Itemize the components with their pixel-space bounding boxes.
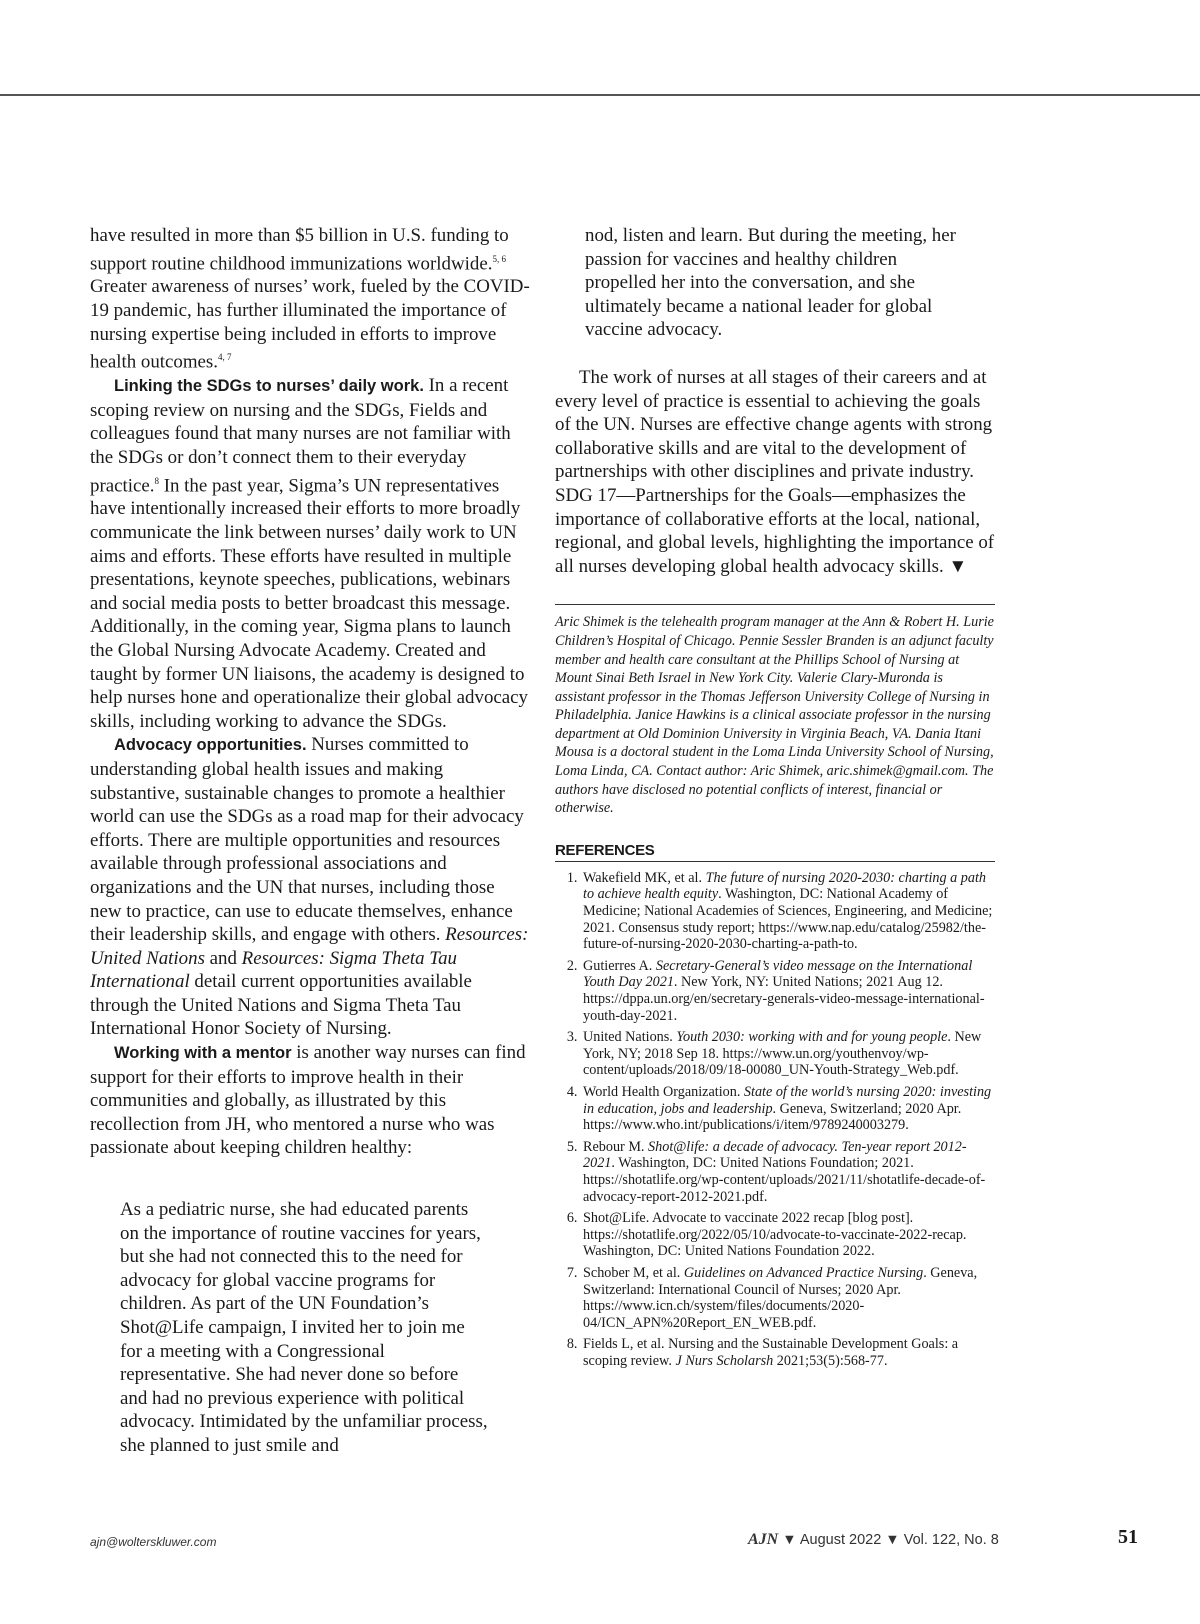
citation-sup: 8 bbox=[154, 475, 159, 486]
block-quote: As a pediatric nurse, she had educated parents on the importance of routine vaccines for years, but she had not connected this to the need for advocacy for global vaccine programs for children. As part of the UN Foundation’s Shot@Life campaign, I invited her to join me for a meeting with a Congressional representative. She had never done so before and had no previous experience with political advocacy. Intimidated by the unfamiliar process, she planned to just smile and bbox=[120, 1199, 488, 1456]
author-bio: Aric Shimek is the telehealth program manager at the Ann & Robert H. Lurie Children’s Hospital of Chicago. Pennie Sessler Branden is an adjunct faculty member and health care consultant at the Phillips School of Nursing at Mount Sinai Beth Israel in New York City. Valerie Clary-Muronda is assistant professor in the Thomas Jefferson University College of Nursing in Philadelphia. Janice Hawkins is a clinical associate professor in the nursing department at Old Dominion University in Virginia Beach, VA. Dania Itani Mousa is a doctoral student in the Loma Linda University School of Nursing, Loma Linda, CA. Contact author: Aric Shimek, aric.shimek@gmail.com. The authors have disclosed no potential conflicts of interest, financial or otherwise. bbox=[555, 614, 994, 817]
reference-item: 5. Rebour M. Shot@life: a decade of advocacy. Ten-year report 2012-2021. Washington, DC: United Nations Foundation; 2021. https://shotatlife.org/wp-content/uploads/2021/11/shotatlife-decade-of-advocacy-report-2012-2021.pdf. bbox=[581, 1139, 995, 1205]
journal-name: AJN bbox=[748, 1531, 779, 1548]
reference-item: 2. Gutierres A. Secretary-General’s video message on the International Youth Day 2021. New York, NY: United Nations; 2021 Aug 12. https://dppa.un.org/en/secretary-generals-video-message-international-youth-day-2021. bbox=[581, 958, 995, 1024]
subhead-advocacy: Advocacy opportunities. bbox=[114, 736, 307, 755]
reference-item: 8. Fields L, et al. Nursing and the Sustainable Development Goals: a scoping review. J Nurs Scholarsh 2021;53(5):568-77. bbox=[581, 1336, 995, 1369]
paragraph-mentor: Working with a mentor is another way nurses can find support for their efforts to improve health in their communities and globally, as illustrated by this recollection from JH, who mentored a nurse who was passionate about keeping children healthy: bbox=[90, 1042, 526, 1159]
subhead-mentor: Working with a mentor bbox=[114, 1044, 292, 1063]
right-column bbox=[555, 224, 995, 1374]
citation-sup: 4, 7 bbox=[218, 352, 232, 363]
paragraph-advocacy: Advocacy opportunities. Nurses committed to understanding global health issues and making substantive, sustainable changes to promote a healthier world can use the SDGs as a road map for their advocacy efforts. There are multiple opportunities and resources available through professional associations and organizations and the UN that nurses, including those new to practice, can use to educate themselves, enhance their leadership skills, and engage with others. Resources: United Nations and Resources: Sigma Theta Tau International detail current opportunities available through the United Nations and Sigma Theta Tau International Honor Society of Nursing. bbox=[90, 734, 529, 1040]
citation-sup: 5, 6 bbox=[492, 253, 506, 264]
footer-journal-info: AJN ▼ August 2022 ▼ Vol. 122, No. 8 bbox=[748, 1531, 999, 1548]
reference-item: 4. World Health Organization. State of the world’s nursing 2020: investing in education, jobs and leadership. Geneva, Switzerland; 2020 Apr. https://www.who.int/publications/i/item/9789240003279. bbox=[581, 1084, 995, 1134]
subhead-linking-sdgs: Linking the SDGs to nurses’ daily work. bbox=[114, 377, 424, 396]
bio-divider bbox=[555, 604, 995, 605]
reference-item: 6. Shot@Life. Advocate to vaccinate 2022 recap [blog post]. https://shotatlife.org/2022/05/10/advocate-to-vaccinate-2022-recap. Washington, DC: United Nations Foundation 2022. bbox=[581, 1210, 995, 1260]
reference-item: 7. Schober M, et al. Guidelines on Advanced Practice Nursing. Geneva, Switzerland: International Council of Nurses; 2020 Apr. https://www.icn.ch/system/files/documents/2020-04/ICN_APN%20Report_EN_WEB.pdf. bbox=[581, 1265, 995, 1331]
issue-date: August 2022 bbox=[799, 1532, 882, 1548]
paragraph-closing: The work of nurses at all stages of their careers and at every level of practice is essential to achieving the goals of the UN. Nurses are effective change agents with strong collaborative skills and are vital to the development of partnerships with other disciplines and private industry. SDG 17—Partnerships for the Goals—emphasizes the importance of collaborative efforts at the local, national, regional, and global levels, highlighting the importance of all nurses developing global health advocacy skills. ▼ bbox=[555, 366, 995, 577]
references-divider bbox=[555, 861, 995, 862]
block-quote-continued: nod, listen and learn. But during the meeting, her passion for vaccines and healthy children propelled her into the conversation, and she ultimately became a national leader for global vaccine advocacy. bbox=[585, 225, 956, 341]
references-heading: REFERENCES bbox=[555, 841, 655, 859]
header-rule bbox=[0, 94, 1200, 96]
end-mark-icon: ▼ bbox=[948, 555, 968, 577]
paragraph-linking-sdgs: Linking the SDGs to nurses’ daily work. In a recent scoping review on nursing and the SDGs, Fields and colleagues found that many nurses are not familiar with the SDGs or don’t connect them to their everyday practice.$^8$ In the past year, Sigma’s UN representatives have intentionally increased their efforts to more broadly communicate the link between nurses’ daily work to UN aims and efforts. These efforts have resulted in multiple presentations, keynote speeches, publications, webinars and social media posts to better broadcast this message. Additionally, in the coming year, Sigma plans to launch the Global Nursing Advocate Academy. Created and taught by former UN liaisons, the academy is designed to help nurses hone and operationalize their global advocacy skills, including working to advance the SDGs. bbox=[90, 375, 528, 732]
page-number: 51 bbox=[1118, 1526, 1138, 1548]
reference-item: 3. United Nations. Youth 2030: working with and for young people. New York, NY; 2018 Sep 18. https://www.un.org/youthenvoy/wp-content/uploads/2018/09/18-00080_UN-Youth-Strategy_Web.pdf. bbox=[581, 1029, 995, 1079]
volume-info: Vol. 122, No. 8 bbox=[903, 1532, 999, 1548]
references-list bbox=[555, 870, 995, 1370]
reference-item: 1. Wakefield MK, et al. The future of nursing 2020-2030: charting a path to achieve health equity. Washington, DC: National Academy of Medicine; National Academies of Sciences, Engineering, and Medicine; 2021. Consensus study report; https://www.nap.edu/catalog/25982/the-future-of-nursing-2020-2030-charting-a-path-to. bbox=[581, 870, 995, 953]
paragraph-funding: have resulted in more than $5 billion in U.S. funding to support routine childhood immunizations worldwide.$^{5, 6}$ Greater awareness of nurses’ work, fueled by the COVID-19 pandemic, has further illuminated the importance of nursing expertise being included in efforts to improve health outcomes.$^{4, 7}$ bbox=[90, 225, 530, 373]
footer-email: ajn@wolterskluwer.com bbox=[90, 1535, 217, 1549]
left-column bbox=[90, 224, 530, 1458]
